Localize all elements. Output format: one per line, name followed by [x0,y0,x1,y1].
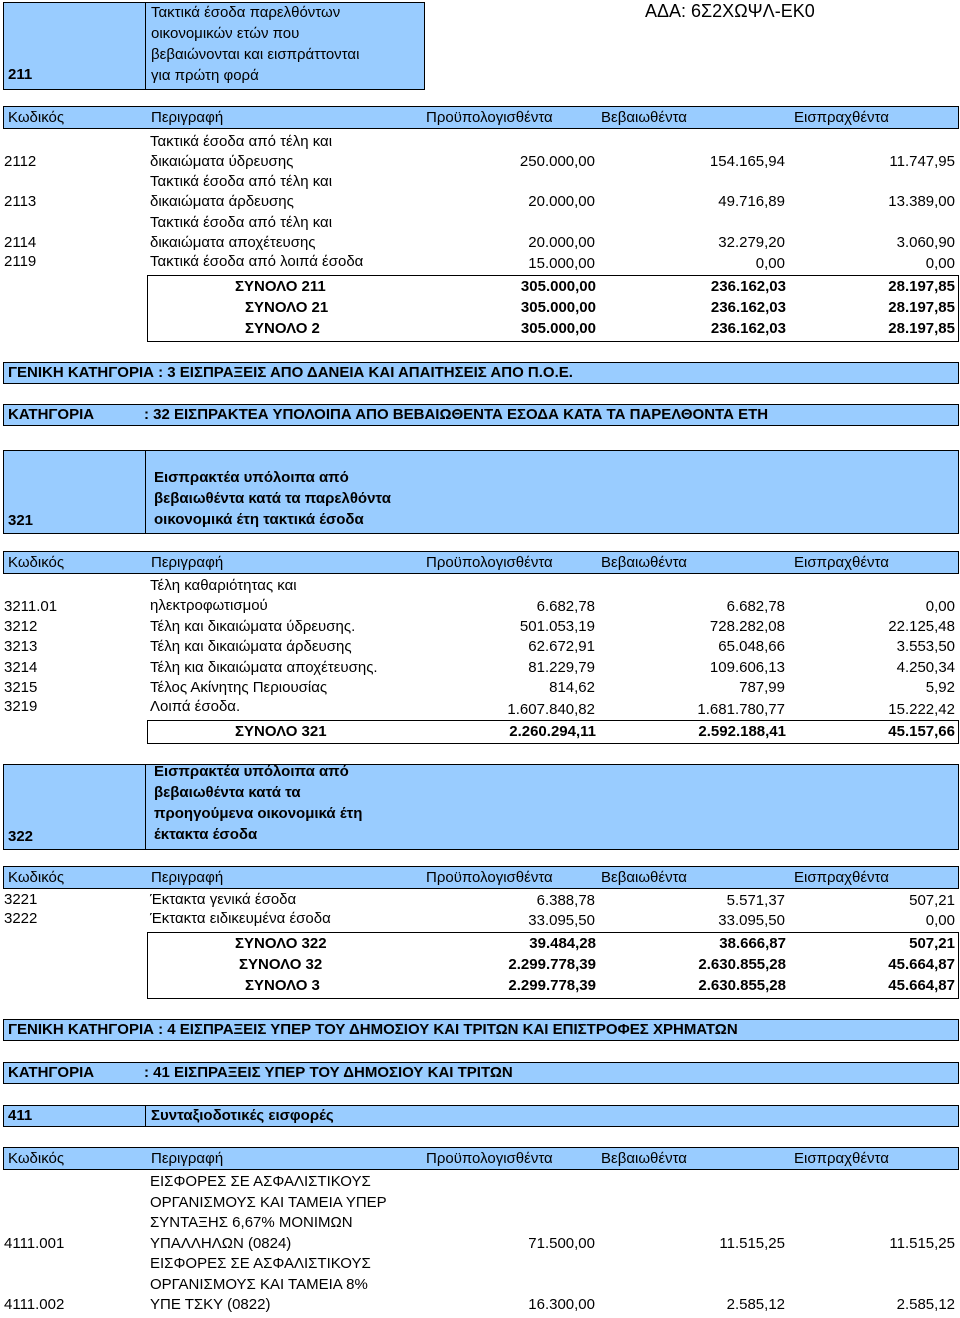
section-321-title-line: βεβαιωθέντα κατά τα παρελθόντα [154,490,391,507]
header-desc: Περιγραφή [151,109,224,126]
header-budget: Προϋπολογισθέντα [426,554,553,571]
row-budget: 16.300,00 [528,1296,595,1313]
general-category-3 [3,362,959,384]
row-desc: δικαιώματα ύδρευσης [150,153,294,170]
section-211-title-line: οικονομικών ετών που [151,25,300,42]
section-322-title-line: βεβαιωθέντα κατά τα [154,784,301,801]
total-row [148,722,958,742]
row-code: 2113 [4,193,37,210]
section-321-header [3,450,959,534]
total-label: ΣΥΝΟΛΟ 321 [235,723,327,740]
row-collected: 13.389,00 [888,193,955,210]
header-code: Κωδικός [8,554,65,571]
row-desc: ΕΙΣΦΟΡΕΣ ΣΕ ΑΣΦΑΛΙΣΤΙΚΟΥΣ [150,1255,371,1272]
general-category-4 [3,1019,959,1041]
total-row [148,976,958,996]
header-budget: Προϋπολογισθέντα [426,869,553,886]
section-321-title-line: Εισπρακτέα υπόλοιπα από [154,469,349,486]
row-certified: 728.282,08 [709,618,785,635]
row-collected: 0,00 [925,598,955,615]
total-budget: 2.299.778,39 [508,977,596,994]
column-header-row [3,1147,959,1170]
row-code: 4111.001 [4,1235,65,1252]
row-desc: Τέλη και δικαιώματα ύδρευσης. [150,618,356,635]
total-row [148,934,958,954]
row-desc: Έκτακτα γενικά έσοδα [150,891,297,908]
row-collected: 5,92 [925,679,955,696]
section-322-code: 322 [8,828,34,845]
row-desc: ΥΠΑΛΛΗΛΩΝ (0824) [150,1235,292,1252]
total-label: ΣΥΝΟΛΟ 32 [239,956,323,973]
total-collected: 28.197,85 [888,299,955,316]
row-collected: 22.125,48 [888,618,955,635]
row-desc: δικαιώματα άρδευσης [150,193,294,210]
category-41 [3,1062,959,1084]
row-code: 4111.002 [4,1296,65,1313]
total-label: ΣΥΝΟΛΟ 2 [245,320,320,337]
total-certified: 236.162,03 [710,320,786,337]
row-budget: 20.000,00 [528,234,595,251]
row-collected: 15.222,42 [888,701,955,718]
section-411-code: 411 [8,1107,33,1124]
row-code: 3222 [4,910,38,927]
header-collected: Εισπραχθέντα [794,1150,889,1167]
total-label: ΣΥΝΟΛΟ 21 [245,299,329,316]
total-label: ΣΥΝΟΛΟ 322 [235,935,327,952]
total-collected: 507,21 [909,935,955,952]
row-budget: 6.388,78 [536,892,595,909]
row-desc: Τακτικά έσοδα από τέλη και [150,214,333,231]
total-budget: 39.484,28 [529,935,596,952]
row-desc: ΕΙΣΦΟΡΕΣ ΣΕ ΑΣΦΑΛΙΣΤΙΚΟΥΣ [150,1173,371,1190]
section-411-title: Συνταξιοδοτικές εισφορές [151,1107,334,1124]
row-budget: 15.000,00 [528,255,595,272]
header-certified: Βεβαιωθέντα [601,1150,687,1167]
row-certified: 65.048,66 [718,638,785,655]
row-certified: 109.606,13 [709,659,785,676]
row-code: 3214 [4,659,38,676]
header-collected: Εισπραχθέντα [794,554,889,571]
row-certified: 0,00 [755,255,785,272]
total-collected: 45.664,87 [888,977,955,994]
total-budget: 305.000,00 [520,320,596,337]
section-322-title-line: έκτακτα έσοδα [154,826,258,843]
total-certified: 236.162,03 [710,299,786,316]
section-211-totals [147,275,959,342]
row-collected: 3.553,50 [896,638,955,655]
row-budget: 81.229,79 [528,659,595,676]
row-code: 3213 [4,638,38,655]
total-row [148,277,958,297]
row-certified: 49.716,89 [718,193,785,210]
header-code: Κωδικός [8,1150,65,1167]
row-budget: 62.672,91 [528,638,595,655]
total-label: ΣΥΝΟΛΟ 211 [235,278,326,295]
row-budget: 250.000,00 [519,153,595,170]
column-header-row [3,106,959,129]
row-code: 3212 [4,618,38,635]
row-code: 3219 [4,698,38,715]
section-211-code: 211 [8,66,33,83]
row-collected: 507,21 [909,892,955,909]
column-header-row [3,866,959,889]
row-desc: Τακτικά έσοδα από λοιπά έσοδα [150,253,364,270]
row-code: 3215 [4,679,38,696]
row-code: 2119 [4,253,37,270]
total-budget: 305.000,00 [520,278,596,295]
header-collected: Εισπραχθέντα [794,869,889,886]
header-desc: Περιγραφή [151,554,224,571]
header-budget: Προϋπολογισθέντα [426,1150,553,1167]
row-desc: Τακτικά έσοδα από τέλη και [150,173,333,190]
row-certified: 32.279,20 [718,234,785,251]
row-budget: 501.053,19 [519,618,595,635]
ada-code: ΑΔΑ: 6Σ2ΧΩΨΛ-ΕΚ0 [645,1,815,21]
row-budget: 6.682,78 [536,598,595,615]
row-budget: 33.095,50 [528,912,595,929]
row-certified: 5.571,37 [726,892,785,909]
row-budget: 71.500,00 [528,1235,595,1252]
total-collected: 28.197,85 [888,278,955,295]
header-budget: Προϋπολογισθέντα [426,109,553,126]
category-32-text: : 32 ΕΙΣΠΡΑΚΤΕΑ ΥΠΟΛΟΙΠΑ ΑΠΟ ΒΕΒΑΙΩΘΕΝΤΑ ΕΣΟΔΑ ΚΑΤΑ ΤΑ ΠΑΡΕΛΘΟΝΤΑ ΕΤΗ [144,406,769,423]
header-desc: Περιγραφή [151,1150,224,1167]
row-desc: Έκτακτα ειδικευμένα έσοδα [150,910,331,927]
category-41-label: ΚΑΤΗΓΟΡΙΑ [8,1064,95,1081]
row-code: 2112 [4,153,37,170]
row-desc: δικαιώματα αποχέτευσης [150,234,316,251]
column-header-row [3,551,959,574]
row-collected: 11.515,25 [889,1235,955,1252]
header-code: Κωδικός [8,109,65,126]
total-budget: 2.299.778,39 [508,956,596,973]
total-collected: 28.197,85 [888,320,955,337]
row-certified: 11.515,25 [719,1235,785,1252]
section-211-title-line: για πρώτη φορά [151,67,259,84]
total-collected: 45.664,87 [888,956,955,973]
section-211-title-line: βεβαιώνονται και εισπράττονται [151,46,360,63]
row-desc: ΣΥΝΤΑΞΗΣ 6,67% ΜΟΝΙΜΩΝ [150,1214,353,1231]
row-desc: Λοιπά έσοδα. [150,698,241,715]
row-collected: 3.060,90 [896,234,955,251]
section-211-header [3,2,425,90]
header-code: Κωδικός [8,869,65,886]
row-desc: ΟΡΓΑΝΙΣΜΟΥΣ ΚΑΙ ΤΑΜΕΙΑ ΥΠΕΡ [150,1194,387,1211]
row-code: 2114 [4,234,37,251]
general-category-3-text: ΓΕΝΙΚΗ ΚΑΤΗΓΟΡΙΑ : 3 ΕΙΣΠΡΑΞΕΙΣ ΑΠΟ ΔΑΝΕΙΑ ΚΑΙ ΑΠΑΙΤΗΣΕΙΣ ΑΠΟ Π.Ο.Ε. [8,364,573,381]
row-budget: 1.607.840,82 [507,701,595,718]
total-certified: 2.592.188,41 [698,723,786,740]
total-row [148,955,958,975]
total-collected: 45.157,66 [888,723,955,740]
row-certified: 6.682,78 [726,598,785,615]
total-certified: 38.666,87 [719,935,786,952]
row-desc: Τακτικά έσοδα από τέλη και [150,133,333,150]
total-certified: 236.162,03 [710,278,786,295]
row-certified: 1.681.780,77 [697,701,785,718]
section-322-title-line: Εισπρακτέα υπόλοιπα από [154,763,349,780]
section-322-header [3,764,959,850]
total-row [148,298,958,318]
section-321-code: 321 [8,512,34,529]
row-code: 3211.01 [4,598,58,615]
header-desc: Περιγραφή [151,869,224,886]
section-322-title-line: προηγούμενα οικονομικά έτη [154,805,363,822]
row-certified: 787,99 [739,679,785,696]
row-code: 3221 [4,891,38,908]
row-desc: Τέλη και δικαιώματα άρδευσης [150,638,352,655]
row-desc: Τέλη καθαριότητας και [150,577,297,594]
category-32 [3,404,959,426]
total-row [148,319,958,339]
row-collected: 0,00 [925,255,955,272]
category-41-text: : 41 ΕΙΣΠΡΑΞΕΙΣ ΥΠΕΡ ΤΟΥ ΔΗΜΟΣΙΟΥ ΚΑΙ ΤΡΙΤΩΝ [144,1064,513,1081]
row-desc: ΥΠΕ ΤΣΚΥ (0822) [150,1296,271,1313]
row-budget: 814,62 [549,679,595,696]
general-category-4-text: ΓΕΝΙΚΗ ΚΑΤΗΓΟΡΙΑ : 4 ΕΙΣΠΡΑΞΕΙΣ ΥΠΕΡ ΤΟΥ ΔΗΜΟΣΙΟΥ ΚΑΙ ΤΡΙΤΩΝ ΚΑΙ ΕΠΙΣΤΡΟΦΕΣ ΧΡΗΜΑΤΩΝ [8,1021,738,1038]
row-collected: 0,00 [925,912,955,929]
total-budget: 2.260.294,11 [509,723,596,740]
total-certified: 2.630.855,28 [698,977,786,994]
row-collected: 11.747,95 [889,153,955,170]
row-certified: 154.165,94 [709,153,785,170]
row-desc: ΟΡΓΑΝΙΣΜΟΥΣ ΚΑΙ ΤΑΜΕΙΑ 8% [150,1276,368,1293]
total-budget: 305.000,00 [520,299,596,316]
total-certified: 2.630.855,28 [698,956,786,973]
section-321-totals [147,720,959,744]
header-certified: Βεβαιωθέντα [601,869,687,886]
total-label: ΣΥΝΟΛΟ 3 [245,977,320,994]
row-desc: Τέλη κια δικαιώματα αποχέτευσης. [150,659,378,676]
row-desc: ηλεκτροφωτισμού [150,597,268,614]
section-411-header [3,1105,959,1127]
header-certified: Βεβαιωθέντα [601,554,687,571]
row-desc: Τέλος Ακίνητης Περιουσίας [150,679,328,696]
section-321-title-line: οικονομικά έτη τακτικά έσοδα [154,511,364,528]
header-certified: Βεβαιωθέντα [601,109,687,126]
section-211-title-line: Τακτικά έσοδα παρελθόντων [151,4,341,21]
row-budget: 20.000,00 [528,193,595,210]
row-collected: 2.585,12 [896,1296,955,1313]
row-certified: 2.585,12 [726,1296,785,1313]
category-32-label: ΚΑΤΗΓΟΡΙΑ [8,406,95,423]
header-collected: Εισπραχθέντα [794,109,889,126]
row-collected: 4.250,34 [896,659,955,676]
section-322-totals [147,932,959,999]
row-certified: 33.095,50 [718,912,785,929]
